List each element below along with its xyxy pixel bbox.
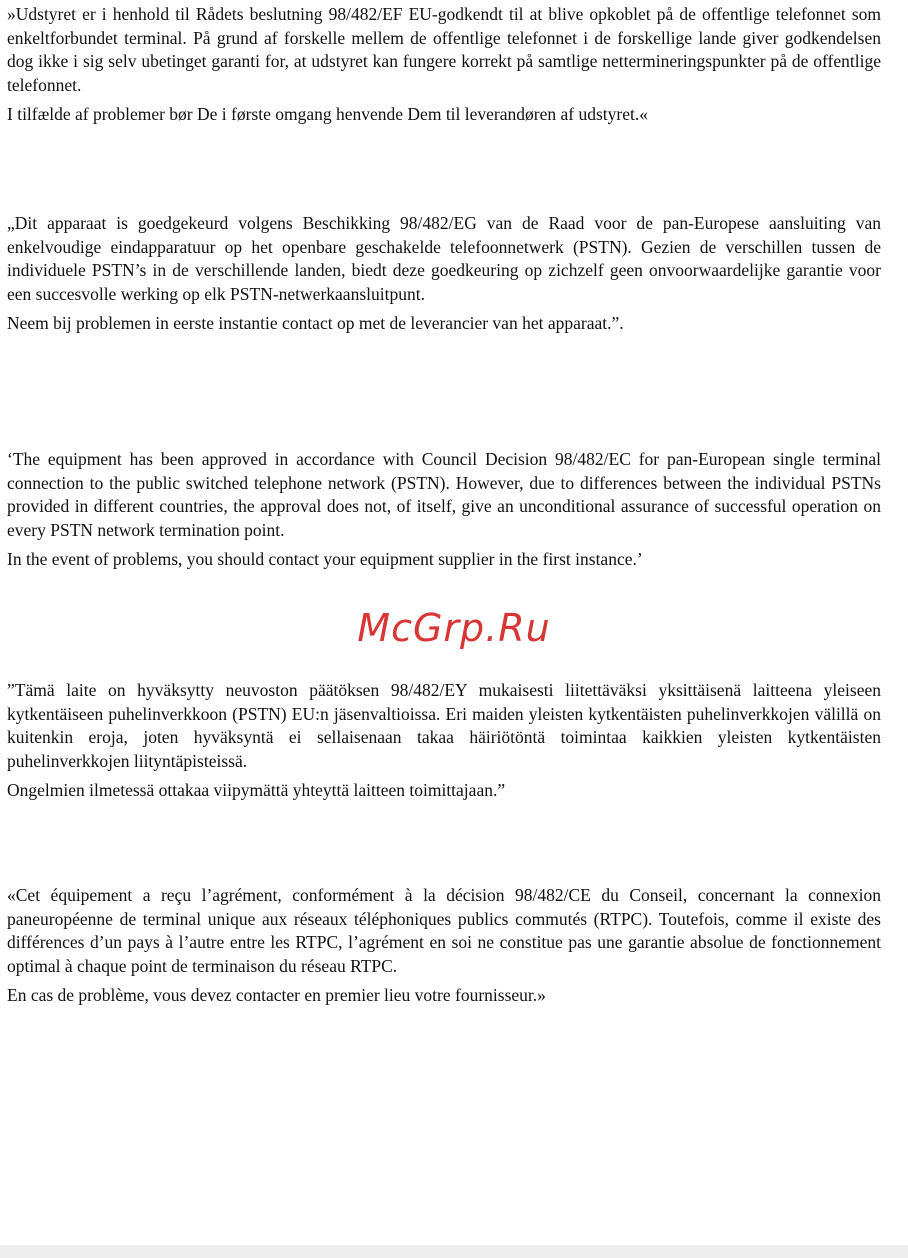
dutch-approval-paragraph: „Dit apparaat is goedgekeurd volgens Beschikking 98/482/EG van de Raad voor de pan-Europese aansluiting van enkelvoudige eindapparatuur op het openbare geschakelde telefoonnetwerk (PSTN). Gezien de verschillen tussen de individuele PSTN’s in de verschillende landen, biedt deze goedkeuring op zichzelf geen onvoorwaardelijke garantie voor een succesvolle werking op elk PSTN-netwerkaansluitpunt. bbox=[7, 213, 881, 304]
french-approval-paragraph: «Cet équipement a reçu l’agrément, conformément à la décision 98/482/CE du Conseil, concernant la connexion paneuropéenne de terminal unique aux réseaux téléphoniques publics commutés (RTPC). Toutefois, comme il existe des différences d’un pays à l’autre entre les RTPC, l’agrément en soi ne constitue pas une garantie absolue de fonctionnement optimal à chaque point de terminaison du réseau RTPC. bbox=[7, 885, 881, 976]
danish-contact-paragraph: I tilfælde af problemer bør De i første omgang henvende Dem til leverandøren af udstyret.« bbox=[7, 104, 648, 124]
english-notice bbox=[7, 448, 881, 572]
french-notice bbox=[7, 884, 881, 1008]
dutch-notice bbox=[7, 212, 881, 336]
danish-approval-paragraph: »Udstyret er i henhold til Rådets beslutning 98/482/EF EU-godkendt til at blive opkoblet på de offentlige telefonnet som enkeltforbundet terminal. På grund af forskelle mellem de offentlige telefonnet i de forskellige lande giver godkendelsen dog ikke i sig selv ubetinget garanti for, at udstyret kan fungere korrekt på samtlige nettermineringspunkter på de offentlige telefonnet. bbox=[7, 4, 881, 95]
finnish-notice bbox=[7, 679, 881, 803]
finnish-contact-paragraph: Ongelmien ilmetessä ottakaa viipymättä yhteyttä laitteen toimittajaan.” bbox=[7, 780, 506, 800]
page-bottom-edge bbox=[0, 1245, 908, 1258]
french-contact-paragraph: En cas de problème, vous devez contacter en premier lieu votre fournisseur.» bbox=[7, 985, 546, 1005]
watermark-logo: McGrp.Ru bbox=[357, 606, 551, 650]
english-contact-paragraph: In the event of problems, you should contact your equipment supplier in the first instance.’ bbox=[7, 549, 643, 569]
danish-notice bbox=[7, 3, 881, 127]
dutch-contact-paragraph: Neem bij problemen in eerste instantie contact op met de leverancier van het apparaat.”. bbox=[7, 313, 624, 333]
english-approval-paragraph: ‘The equipment has been approved in accordance with Council Decision 98/482/EC for pan-European single terminal connection to the public switched telephone network (PSTN). However, due to differences between the individual PSTNs provided in different countries, the approval does not, of itself, give an unconditional assurance of successful operation on every PSTN network termination point. bbox=[7, 449, 881, 540]
finnish-approval-paragraph: ”Tämä laite on hyväksytty neuvoston päätöksen 98/482/EY mukaisesti liitettäväksi yksittäisenä laitteena yleiseen kytkentäiseen puhelinverkkoon (PSTN) EU:n jäsenvaltioissa. Eri maiden yleisten kytkentäisten puhelinverkkojen välillä on kuitenkin eroja, joten hyväksyntä ei sellaisenaan takaa häiriötöntä toimintaa kaikkien yleisten kytkentäisten puhelinverkkojen liityntäpisteissä. bbox=[7, 680, 881, 771]
